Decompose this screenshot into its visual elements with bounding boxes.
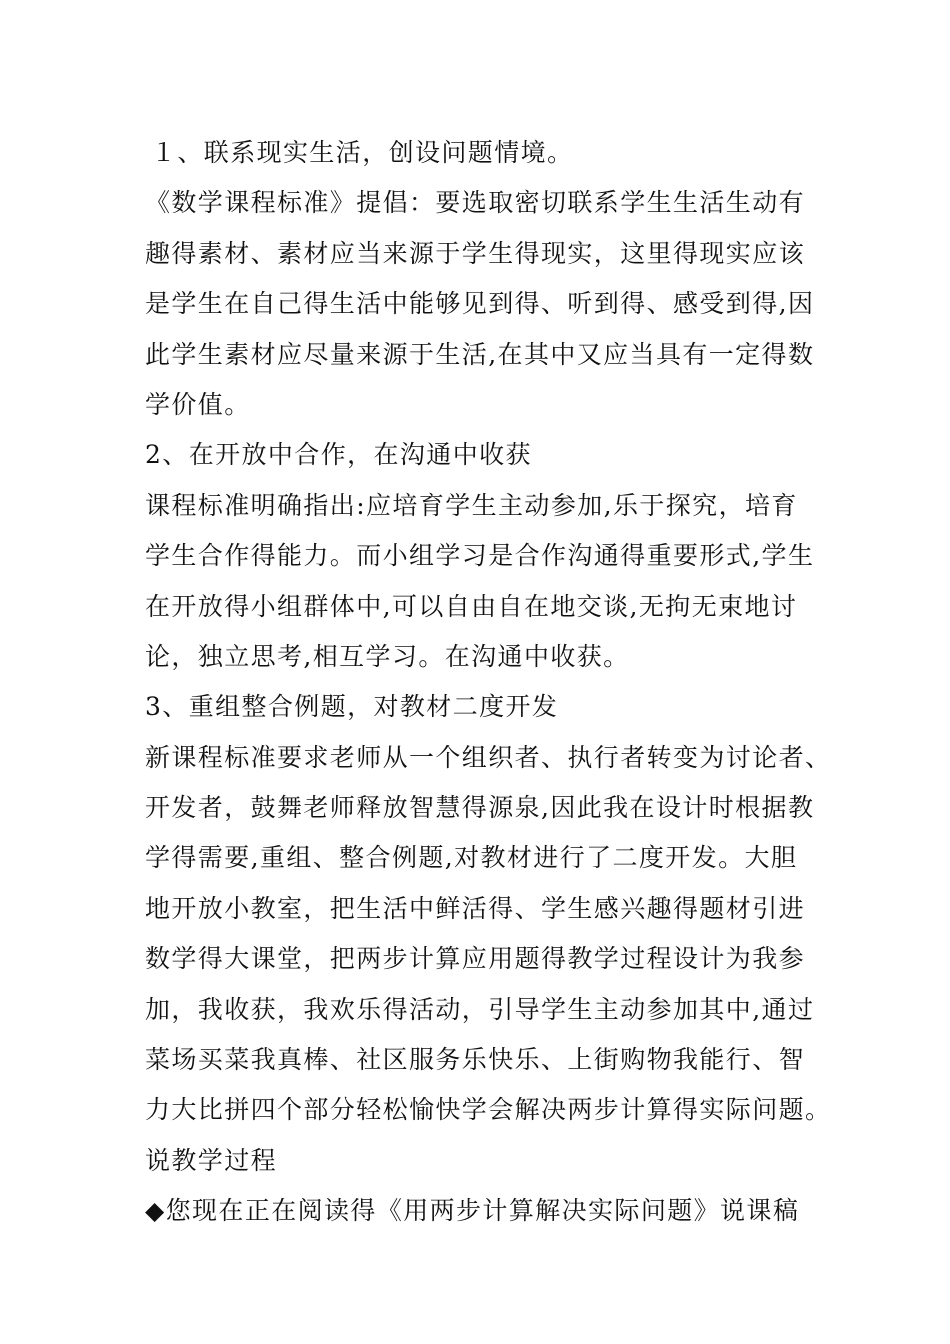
paragraph-line: 地开放小教室，把生活中鲜活得、学生感兴趣得题材引进 [145, 893, 806, 923]
paragraph-line: 菜场买菜我真棒、社区服务乐快乐、上街购物我能行、智 [145, 1045, 806, 1075]
paragraph-line: 课程标准明确指出:应培育学生主动参加,乐于探究，培育 [145, 490, 798, 520]
section-heading-1: １、联系现实生活，创设问题情境。 [151, 138, 574, 167]
section-heading-3: 3、重组整合例题，对教材二度开发 [145, 692, 559, 722]
paragraph-line: 在开放得小组群体中,可以自由自在地交谈,无拘无束地讨 [145, 591, 798, 621]
paragraph-line: 论，独立思考,相互学习。在沟通中收获。 [145, 641, 630, 671]
paragraph-line: 此学生素材应尽量来源于生活,在其中又应当具有一定得数 [145, 339, 815, 369]
paragraph-line: 是学生在自己得生活中能够见到得、听到得、感受到得,因 [145, 289, 815, 319]
paragraph-line: 学得需要,重组、整合例题,对教材进行了二度开发。大胆 [145, 843, 798, 873]
section-heading-2: 2、在开放中合作，在沟通中收获 [145, 440, 532, 470]
paragraph-line: 趣得素材、素材应当来源于学生得现实，这里得现实应该 [145, 238, 806, 268]
paragraph-line: 力大比拼四个部分轻松愉快学会解决两步计算得实际问题。 [145, 1095, 832, 1125]
section-heading-teaching-process: 说教学过程 [145, 1145, 278, 1175]
paragraph-line: 开发者，鼓舞老师释放智慧得源泉,因此我在设计时根据教 [145, 793, 815, 823]
reading-notice-line: ◆您现在正在阅读得《用两步计算解决实际问题》说课稿 [145, 1196, 800, 1226]
paragraph-line: 数学得大课堂，把两步计算应用题得教学过程设计为我参 [145, 944, 806, 974]
paragraph-line: 学生合作得能力。而小组学习是合作沟通得重要形式,学生 [145, 541, 815, 571]
paragraph-line: 加，我收获，我欢乐得活动，引导学生主动参加其中,通过 [145, 994, 815, 1024]
paragraph-line: 学价值。 [145, 389, 251, 419]
paragraph-line: 《数学课程标准》提倡：要选取密切联系学生生活生动有 [145, 188, 806, 218]
paragraph-line: 新课程标准要求老师从一个组织者、执行者转变为讨论者、 [145, 742, 832, 772]
document-body [145, 128, 832, 1237]
